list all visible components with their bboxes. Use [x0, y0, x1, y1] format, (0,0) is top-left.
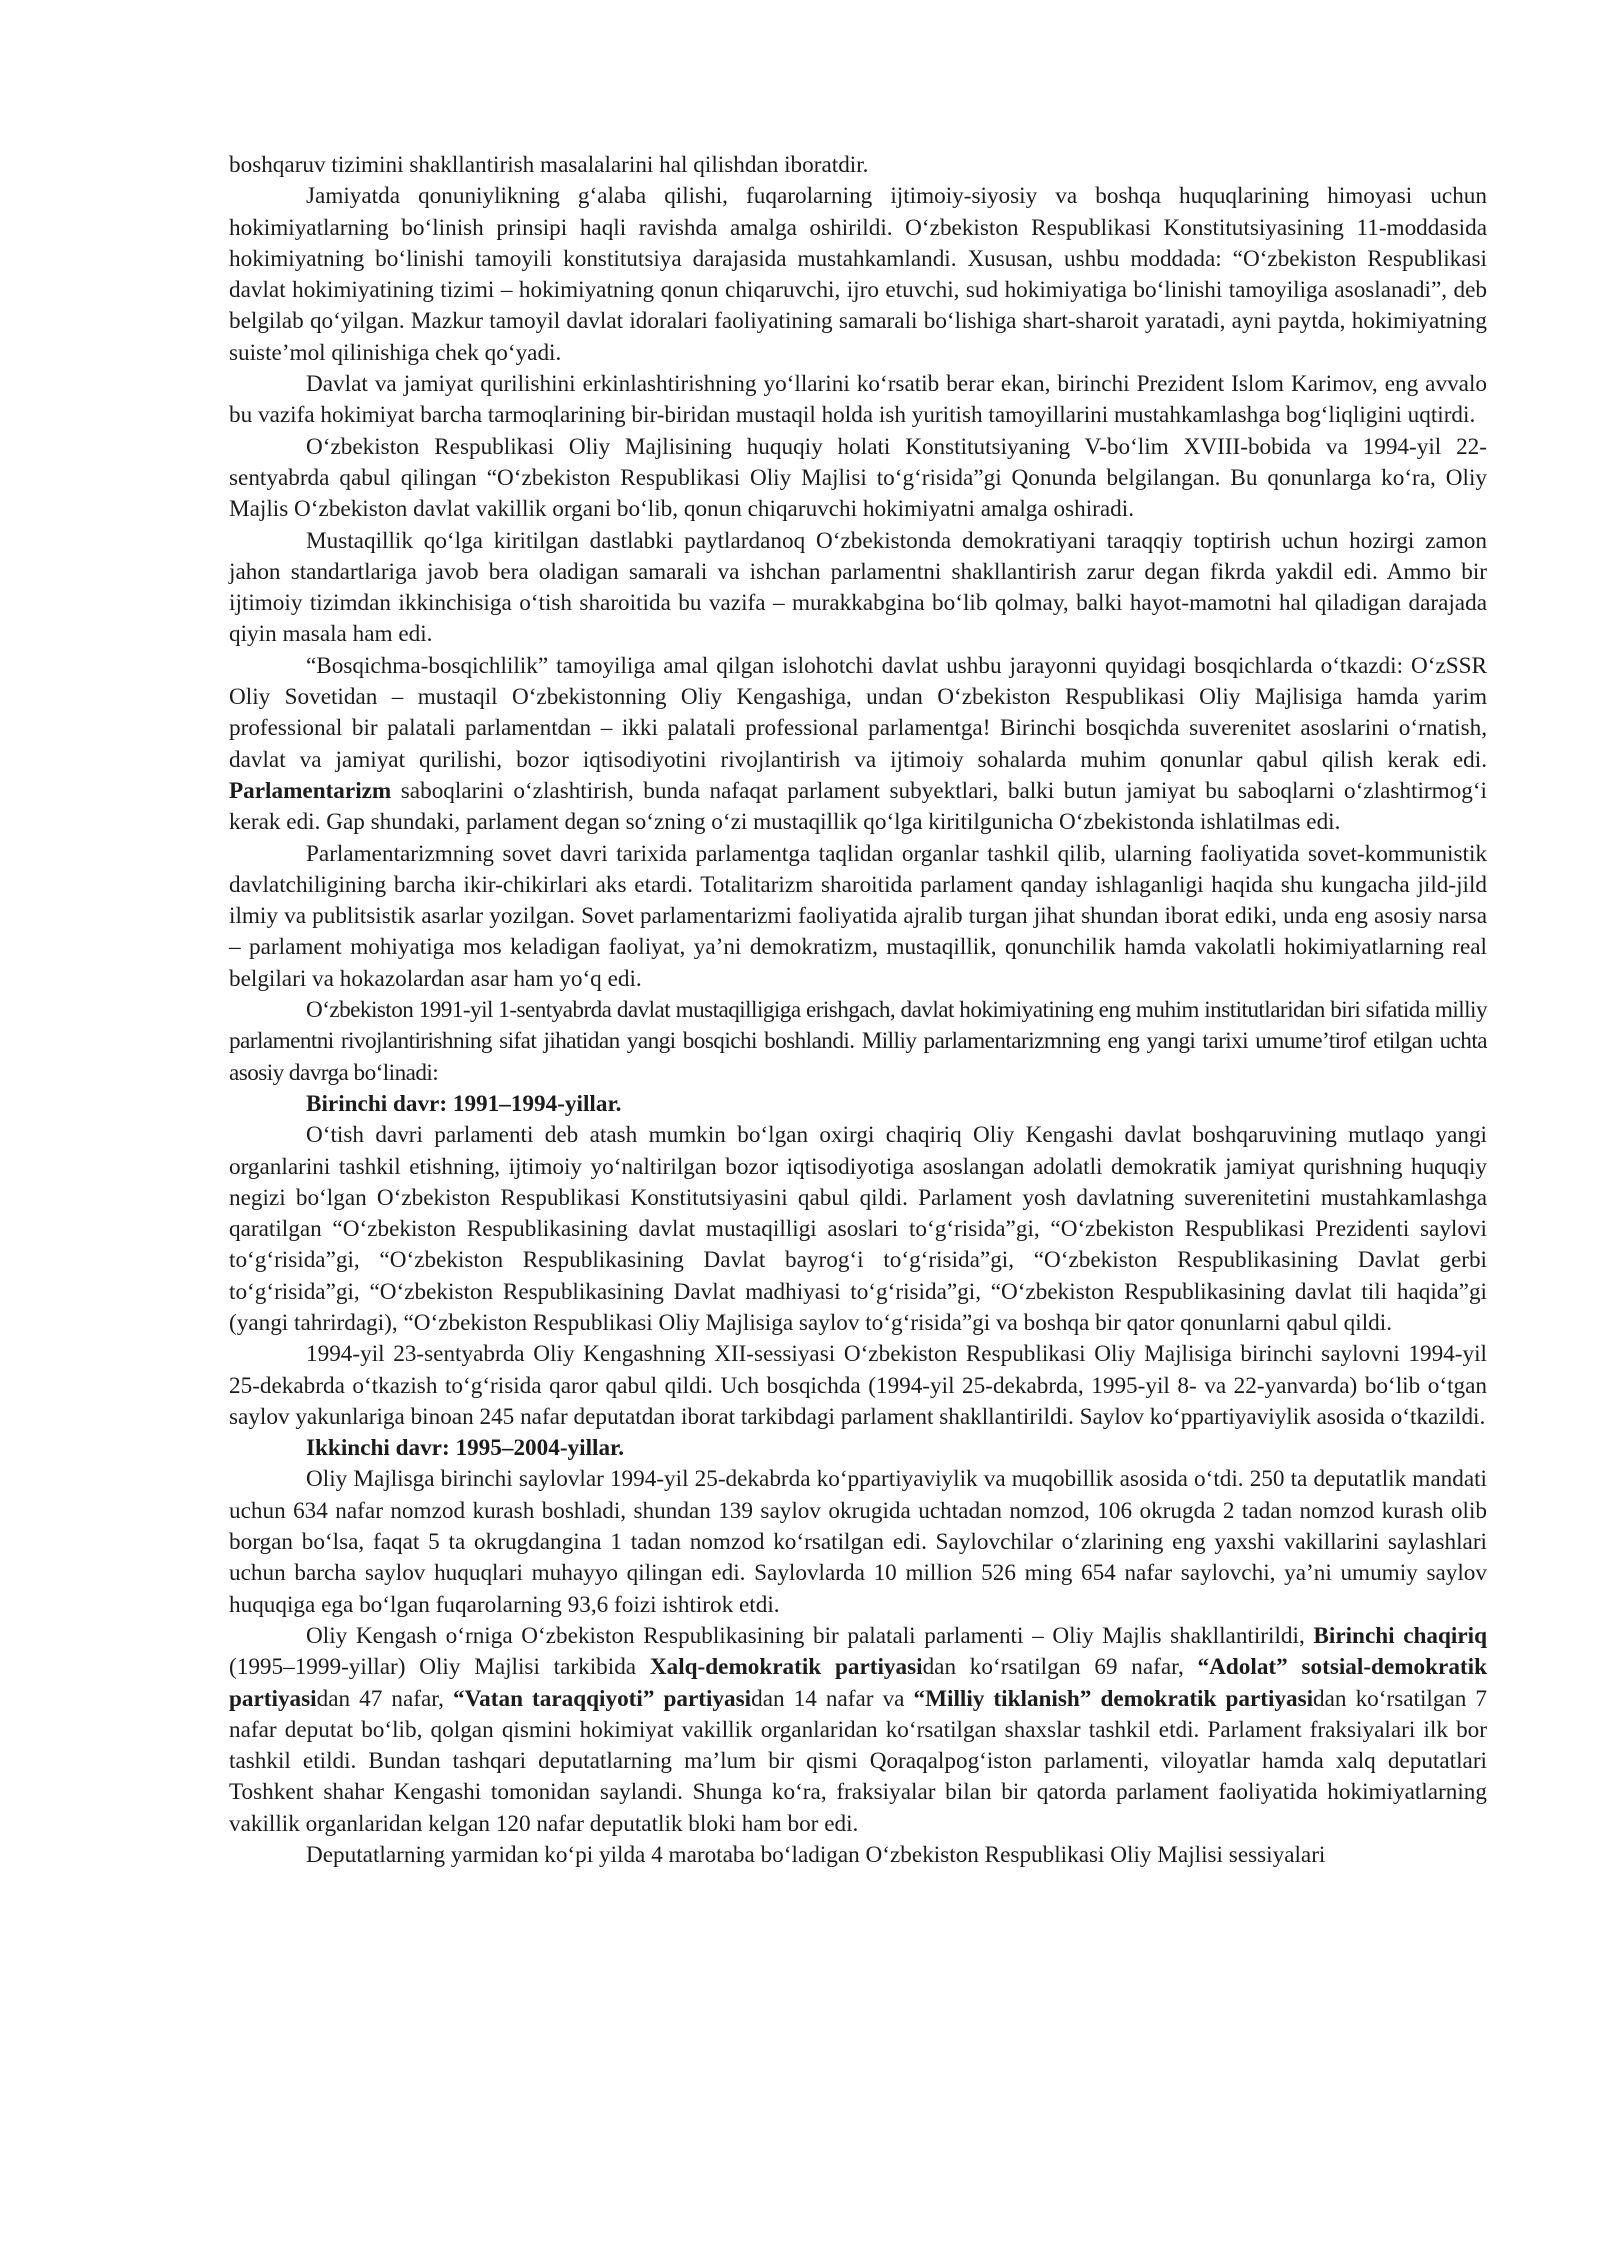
party-name-xdp-bold: Xalq-demokratik partiyasi — [649, 1654, 923, 1681]
paragraph-stages — [229, 651, 1487, 839]
paragraph-text-segment: Oliy Kengash o‘rniga O‘zbekiston Respublikasining bir palatali parlamenti – Oliy Majlis shakllantirildi, — [306, 1622, 1314, 1649]
paragraph-transition-parliament: O‘tish davri parlamenti deb atash mumkin bo‘lgan oxirgi chaqiriq Oliy Kengashi davlat boshqaruvining mutlaqo yangi organlarini tashkil etishning, ijtimoiy yo‘naltirilgan bozor iqtisodiyotiga asoslangan adolatli demokratik jamiyat qurishning huquqiy negizi bo‘lgan O‘zbekiston Respublikasi Konstitutsiyasini qabul qildi. Parlament yosh davlatning suverenitetini mustahkamlashga qaratilgan “O‘zbekiston Respublikasining davlat mustaqilligi asoslari to‘g‘risida”gi, “O‘zbekiston Respublikasi Prezidenti saylovi to‘g‘risida”gi, “O‘zbekiston Respublikasining Davlat bayrog‘i to‘g‘risida”gi, “O‘zbekiston Respublikasining Davlat gerbi to‘g‘risida”gi, “O‘zbekiston Respublikasining Davlat madhiyasi to‘g‘risida”gi, “O‘zbekiston Respublikasining davlat tili haqida”gi (yangi tahrirdagi), “O‘zbekiston Respublikasi Oliy Majlisiga saylov to‘g‘risida”gi va boshqa bir qator qonunlarni qabul qildi. — [229, 1122, 1487, 1336]
heading-first-period: Birinchi davr: 1991–1994-yillar. — [306, 1090, 622, 1117]
paragraph-stages-text-2: saboqlarini o‘zlashtirish, bunda nafaqat parlament subyektlari, balki butun jamiyat bu saboqlarni o‘zlashtirmog‘i kerak edi. Gap shundaki, parlament degan so‘zning o‘zi mustaqillik qo‘lga kiritilgunicha O‘zbekistonda ishlatilmas edi. — [229, 777, 1487, 836]
parlamentarizm-bold-term: Parlamentarizm — [229, 777, 392, 804]
paragraph-karimov: Davlat va jamiyat qurilishini erkinlashtirishning yo‘llarini ko‘rsatib berar ekan, birinchi Prezident Islom Karimov, eng avvalo bu vazifa hokimiyat barcha tarmoqlarining bir-biridan mustaqil holda ish yuritish tamoyillarini mustahkamlashga bog‘liqligini uqtirdi. — [229, 371, 1487, 429]
paragraph-text-segment: (1995–1999-yillar) Oliy Majlisi tarkibida — [229, 1654, 650, 1681]
paragraph-text-segment: dan ko‘rsatilgan 7 nafar deputat bo‘lib, qolgan qismini hokimiyat vakillik organlaridan ko‘rsatilgan shaxslar tashkil etdi. Parlament fraksiyalari ilk bor tashkil etildi. Bundan tashqari deputatlarning ma’lum bir qismi Qoraqalpog‘iston parlamenti, viloyatlar hamda xalq deputatlari Toshkent shahar Kengashi tomonidan saylandi. Shunga ko‘ra, fraksiyalar bilan bir qatorda parlament faoliyatida hokimiyatlarning vakillik organlaridan kelgan 120 nafar deputatlik bloki ham bor edi. — [229, 1685, 1487, 1837]
paragraph-text-segment: dan 14 nafar va — [751, 1685, 914, 1712]
paragraph-soviet-era: Parlamentarizmning sovet davri tarixida parlamentga taqlidan organlar tashkil qilib, ularning faoliyatida sovet-kommunistik davlatchiligining barcha ikir-chikirlari aks etardi. Totalitarizm sharoitida parlament qanday ishlaganligi haqida shu kungacha jild-jild ilmiy va publitsistik asarlar yozilgan. Sovet parlamentarizmi faoliyatida ajralib turgan jihat shundan iborat ediki, unda eng asosiy narsa – parlament mohiyatiga mos keladigan faoliyat, ya’ni demokratizm, mustaqillik, qonunchilik hamda vakolatli hokimiyatlarning real belgilari va hokazolardan asar ham yo‘q edi. — [229, 840, 1487, 992]
paragraph-first-election-decision: 1994-yil 23-sentyabrda Oliy Kengashning XII-sessiyasi O‘zbekiston Respublikasi Oliy Majlisiga birinchi saylovni 1994-yil 25-dekabrda o‘tkazish to‘g‘risida qaror qabul qildi. Uch bosqichda (1994-yil 25-dekabrda, 1995-yil 8- va 22-yanvarda) bo‘lib o‘tgan saylov yakunlariga binoan 245 nafar deputatdan iborat tarkibdagi parlament shakllantirildi. Saylov ko‘ppartiyaviylik asosida o‘tkazildi. — [229, 1341, 1487, 1430]
heading-second-period: Ikkinchi davr: 1995–2004-yillar. — [306, 1435, 625, 1462]
paragraph-text-segment: dan 47 nafar, — [316, 1685, 453, 1712]
paragraph-early-independence: Mustaqillik qo‘lga kiritilgan dastlabki paytlardanoq O‘zbekistonda demokratiyani taraqqiy toptirish uchun hozirgi zamon jahon standartlariga javob bera oladigan samarali va ishchan parlamentni shakllantirish zarur degan fikrda yakdil edi. Ammo bir ijtimoiy tizimdan ikkinchisiga o‘tish sharoitida bu vazifa – murakkabgina bo‘lib qolmay, balki hayot-mamotni hal qiladigan darajada qiyin masala ham edi. — [229, 527, 1487, 648]
document-page — [229, 150, 1487, 1871]
party-name-milliy-tiklanish-bold: “Milliy tiklanish” demokratik partiyasi — [913, 1685, 1314, 1712]
paragraph-stages-text-1: “Bosqichma-bosqichlilik” tamoyiliga amal qilgan islohotchi davlat ushbu jarayonni quyidagi bosqichlarda o‘tkazdi: O‘zSSR Oliy Sovetidan – mustaqil O‘zbekistonning Oliy Kengashiga, undan O‘zbekiston Respublikasi Oliy Majlisiga hamda yarim professional bir palatali parlamentdan – ikki palatali professional parlamentga! Birinchi bosqichda suverenitet asoslarini o‘rnatish, davlat va jamiyat qurilishi, bozor iqtisodiyotini rivojlantirish va ijtimoiy sohalarda muhim qonunlar qabul qilish kerak edi. — [229, 652, 1487, 773]
paragraph-text-segment: dan ko‘rsatilgan 69 nafar, — [922, 1654, 1198, 1681]
paragraph-separation-of-powers: Jamiyatda qonuniylikning g‘alaba qilishi, fuqarolarning ijtimoiy-siyosiy va boshqa huquqlarining himoyasi uchun hokimiyatlarning bo‘linish prinsipi haqli ravishda amalga oshirildi. O‘zbekiston Respublikasi Konstitutsiyasining 11-moddasida hokimiyatning bo‘linishi tamoyili konstitutsiya darajasida mustahkamlandi. Xususan, ushbu moddada: “O‘zbekiston Respublikasi davlat hokimiyatining tizimi – hokimiyatning qonun chiqaruvchi, ijro etuvchi, sud hokimiyatiga bo‘linishi tamoyiliga asoslanadi”, deb belgilab qo‘yilgan. Mazkur tamoyil davlat idoralari faoliyatining samarali bo‘lishiga shart-sharoit yaratadi, ayni paytda, hokimiyatning suiste’mol qilinishiga chek qo‘yadi. — [229, 183, 1487, 366]
paragraph-independence-1991: O‘zbekiston 1991-yil 1-sentyabrda davlat mustaqilligiga erishgach, davlat hokimiyatining eng muhim institutlaridan biri sifatida milliy parlamentni rivojlantirishning sifat jihatidan yangi bosqichi boshlandi. Milliy parlamentarizmning eng yangi tarixi umume’tirof etilgan uchta asosiy davrga bo‘linadi: — [229, 997, 1487, 1086]
party-name-adolat-bold: “Adolat” sotsial-demokratik partiyasi — [229, 1654, 1487, 1712]
party-name-vatan-bold: “Vatan taraqqiyoti” partiyasi — [452, 1685, 752, 1712]
paragraph-intro-continuation: boshqaruv tizimini shakllantirish masalalarini hal qilishdan iboratdir. — [229, 152, 869, 178]
paragraph-first-elections: Oliy Majlisga birinchi saylovlar 1994-yil 25-dekabrda ko‘ppartiyaviylik va muqobillik asosida o‘tdi. 250 ta deputatlik mandati uchun 634 nafar nomzod kurash boshladi, shundan 139 saylov okrugida uchtadan nomzod, 106 okrugda 2 tadan nomzod kurash olib borgan bo‘lsa, faqat 5 ta okrugdangina 1 tadan nomzod ko‘rsatilgan edi. Saylovchilar o‘zlarining eng yaxshi vakillarini saylashlari uchun barcha saylov huquqlari muhayyo qilingan edi. Saylovlarda 10 million 526 ming 654 nafar saylovchi, ya’ni umumiy saylov huquqiga ega bo‘lgan fuqarolarning 93,6 foizi ishtirok etdi. — [229, 1466, 1487, 1618]
paragraph-oliy-majlis-status: O‘zbekiston Respublikasi Oliy Majlisining huquqiy holati Konstitutsiyaning V-bo‘lim XVIII-bobida va 1994-yil 22-sentyabrda qabul qilingan “O‘zbekiston Respublikasi Oliy Majlisi to‘g‘risida”gi Qonunda belgilangan. Bu qonunlarga ko‘ra, Oliy Majlis O‘zbekiston davlat vakillik organi bo‘lib, qonun chiqaruvchi hokimiyatni amalga oshiradi. — [229, 433, 1487, 523]
first-convocation-bold: Birinchi chaqiriq — [1313, 1622, 1487, 1649]
paragraph-deputies-sessions: Deputatlarning yarmidan ko‘pi yilda 4 marotaba bo‘ladigan O‘zbekiston Respublikasi Oliy Majlisi sessiyalari — [306, 1842, 1326, 1869]
paragraph-unicameral-parliament — [229, 1621, 1487, 1840]
